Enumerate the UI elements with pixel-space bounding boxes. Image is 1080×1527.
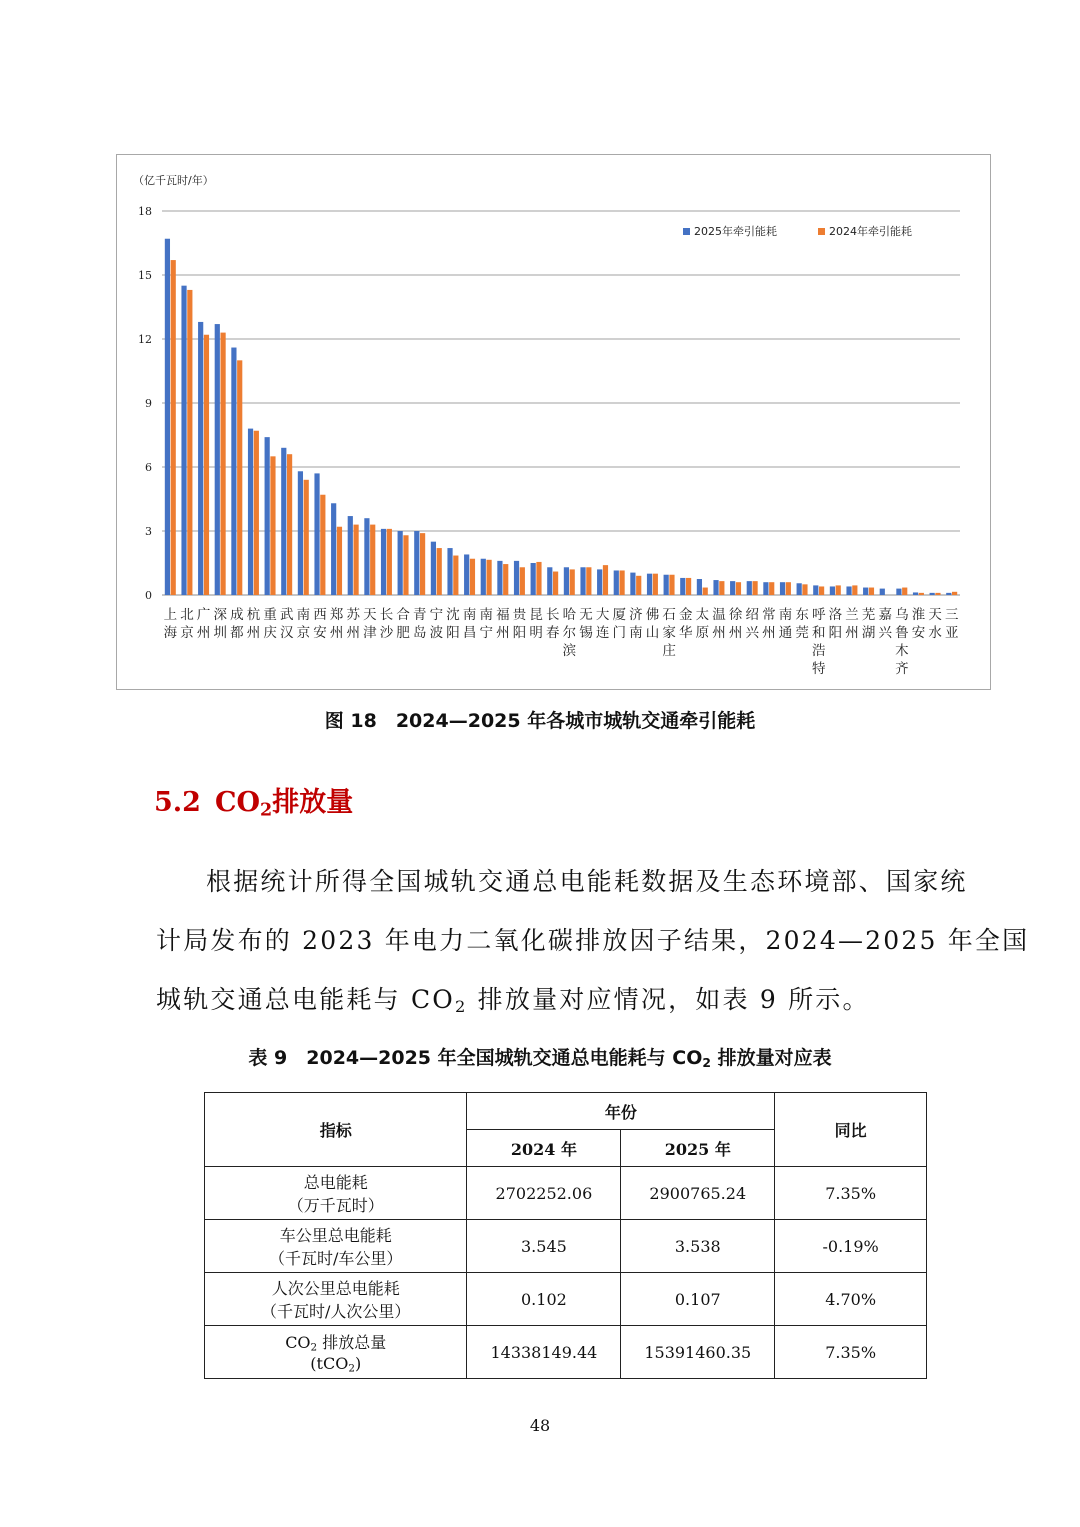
bar-2024 — [736, 582, 741, 595]
bar-2025 — [763, 582, 768, 595]
legend-swatch-1 — [818, 228, 825, 235]
bar-2024 — [353, 525, 358, 595]
cell-2024: 3.545 — [467, 1220, 621, 1273]
x-tick-label: 佛山 — [645, 607, 660, 641]
table-caption — [0, 1043, 1080, 1070]
bar-2024 — [387, 529, 392, 595]
bar-2025 — [215, 324, 220, 595]
bar-2024 — [520, 567, 525, 595]
x-tick-label: 郑州 — [329, 607, 344, 641]
bar-2024 — [486, 560, 491, 595]
bar-2025 — [580, 567, 585, 595]
x-tick-label: 天水 — [928, 607, 942, 641]
bar-2025 — [664, 575, 669, 595]
x-tick-label: 兰州 — [845, 607, 859, 641]
header-indicator: 指标 — [205, 1093, 467, 1167]
x-tick-label: 重庆 — [263, 607, 277, 641]
cell-2025: 2900765.24 — [621, 1167, 775, 1220]
x-tick-label: 金华 — [678, 607, 693, 641]
section-title-prefix: CO — [214, 787, 260, 818]
x-tick-label: 呼和浩特 — [811, 607, 826, 677]
bar-2025 — [896, 589, 901, 595]
cell-yoy: 4.70% — [775, 1273, 927, 1326]
bar-2025 — [547, 567, 552, 595]
bar-2025 — [813, 585, 818, 595]
x-tick-label: 武汉 — [279, 607, 294, 641]
x-tick-label: 昆明 — [529, 607, 543, 641]
cell-2025: 3.538 — [621, 1220, 775, 1273]
x-tick-label: 常州 — [762, 607, 776, 641]
paragraph-line-3-b: 排放量对应情况，如表 9 所示。 — [467, 985, 870, 1014]
bar-2024 — [869, 588, 874, 595]
x-tick-label: 贵阳 — [512, 607, 527, 641]
cell-2025: 15391460.35 — [621, 1326, 775, 1379]
indicator-name: 车公里总电能耗 — [279, 1226, 392, 1245]
x-tick-label: 温州 — [712, 607, 726, 641]
bar-2025 — [730, 581, 735, 595]
bar-2024 — [420, 533, 425, 595]
bar-2024 — [852, 585, 857, 595]
bar-2025 — [231, 348, 236, 595]
bar-2024 — [320, 495, 325, 595]
y-axis-unit: （亿千瓦时/年） — [133, 174, 214, 187]
bar-2024 — [453, 556, 458, 595]
x-tick-label: 东莞 — [795, 607, 809, 641]
bar-2025 — [830, 586, 835, 595]
bar-2024 — [802, 584, 807, 595]
bar-2025 — [797, 583, 802, 595]
legend-label-0: 2025年牵引能耗 — [694, 225, 777, 238]
cell-yoy: -0.19% — [775, 1220, 927, 1273]
y-tick-label: 6 — [145, 461, 152, 474]
x-tick-label: 南昌 — [462, 607, 477, 641]
bar-2024 — [536, 562, 541, 595]
y-tick-label: 9 — [145, 397, 152, 410]
bar-2024 — [653, 574, 658, 595]
cell-2025: 0.107 — [621, 1273, 775, 1326]
bar-2025 — [248, 429, 253, 595]
bar-2024 — [669, 575, 674, 595]
table-row — [205, 1273, 927, 1326]
x-tick-label: 沈阳 — [446, 607, 460, 641]
indicator-unit: （千瓦时/人次公里） — [261, 1302, 411, 1321]
bar-2025 — [481, 559, 486, 595]
bar-2025 — [165, 239, 170, 595]
x-tick-label: 南宁 — [479, 607, 493, 641]
x-tick-label: 青岛 — [412, 607, 427, 641]
paragraph-line-2: 计局发布的 2023 年电力二氧化碳排放因子结果，2024—2025 年全国 — [156, 926, 1030, 955]
x-tick-label: 济南 — [629, 607, 643, 641]
bar-2024 — [370, 525, 375, 595]
paragraph-line-3-sub: 2 — [454, 997, 468, 1017]
x-tick-label: 芜湖 — [861, 607, 876, 641]
bar-2025 — [414, 531, 419, 595]
bar-2025 — [597, 569, 602, 595]
y-tick-label: 0 — [145, 589, 152, 602]
indicator-unit: （万千瓦时） — [287, 1196, 384, 1215]
bar-2024 — [403, 535, 408, 595]
co2-label-a: CO — [285, 1332, 311, 1352]
x-tick-label: 淮安 — [911, 607, 926, 641]
table-caption-a: 表 9 2024—2025 年全国城轨交通总电能耗与 CO — [248, 1047, 703, 1069]
bar-2024 — [187, 290, 192, 595]
bar-2025 — [281, 448, 286, 595]
bar-2025 — [265, 437, 270, 595]
bar-2025 — [398, 531, 403, 595]
bar-2025 — [514, 561, 519, 595]
page-number: 48 — [529, 1416, 551, 1435]
co2-unit-b: ) — [354, 1353, 362, 1373]
y-tick-label: 18 — [138, 205, 152, 218]
bar-2024 — [836, 585, 841, 595]
cell-2024: 2702252.06 — [467, 1167, 621, 1220]
bar-2025 — [381, 529, 386, 595]
bar-2025 — [614, 570, 619, 595]
bar-2024 — [470, 559, 475, 595]
bar-2024 — [553, 572, 558, 595]
bar-2025 — [780, 582, 785, 595]
bar-2025 — [447, 548, 452, 595]
bar-2024 — [304, 480, 309, 595]
figure-caption: 图 18 2024—2025 年各城市城轨交通牵引能耗 — [324, 710, 756, 732]
x-tick-label: 宁波 — [429, 607, 444, 641]
co2-unit-sub: 2 — [348, 1362, 355, 1375]
bar-2024 — [570, 569, 575, 595]
bar-2024 — [171, 260, 176, 595]
x-tick-label: 杭州 — [246, 607, 261, 641]
header-2024: 2024 年 — [467, 1130, 621, 1167]
x-tick-label: 绍兴 — [745, 607, 759, 641]
bar-2024 — [586, 567, 591, 595]
indicator-unit — [205, 1354, 466, 1375]
row-indicator — [205, 1273, 467, 1326]
bar-2025 — [314, 473, 319, 595]
bar-2025 — [863, 588, 868, 595]
bar-2024 — [437, 548, 442, 595]
x-tick-label: 厦门 — [612, 607, 626, 641]
row-indicator — [205, 1220, 467, 1273]
bar-2025 — [348, 516, 353, 595]
table-row — [205, 1326, 927, 1379]
y-tick-label: 3 — [145, 525, 152, 538]
x-tick-label: 徐州 — [728, 607, 743, 641]
bar-2024 — [204, 335, 209, 595]
bar-2024 — [902, 588, 907, 595]
paragraph-line-3 — [156, 970, 978, 1036]
bar-2025 — [531, 563, 536, 595]
paragraph-line-1: 根据统计所得全国城轨交通总电能耗数据及生态环境部、国家统 — [206, 867, 968, 896]
bar-2025 — [747, 581, 752, 595]
bar-2024 — [254, 431, 259, 595]
x-tick-label: 天津 — [363, 607, 377, 641]
bar-2024 — [952, 592, 957, 595]
traction-energy-chart — [116, 154, 991, 690]
cell-yoy: 7.35% — [775, 1167, 927, 1220]
header-2025: 2025 年 — [621, 1130, 775, 1167]
x-tick-label: 长沙 — [379, 607, 394, 641]
bar-2024 — [237, 360, 242, 595]
bar-2024 — [686, 578, 691, 595]
bar-2024 — [752, 581, 757, 595]
bar-2024 — [337, 527, 342, 595]
indicator-name: 总电能耗 — [303, 1173, 368, 1192]
bar-2024 — [220, 333, 225, 595]
bar-2025 — [181, 286, 186, 595]
x-tick-label: 上海 — [163, 607, 178, 641]
cell-2024: 14338149.44 — [467, 1326, 621, 1379]
header-year: 年份 — [467, 1093, 775, 1130]
x-tick-label: 哈尔滨 — [562, 607, 577, 659]
bar-2025 — [364, 518, 369, 595]
bar-2024 — [270, 456, 275, 595]
bar-2024 — [819, 586, 824, 595]
bar-2025 — [647, 574, 652, 595]
bar-2025 — [497, 561, 502, 595]
x-tick-label: 嘉兴 — [878, 607, 892, 641]
legend-label-1: 2024年牵引能耗 — [829, 225, 912, 238]
indicator-unit: （千瓦时/车公里） — [269, 1249, 403, 1268]
co2-label-sub: 2 — [310, 1341, 318, 1354]
bar-2025 — [198, 322, 203, 595]
x-tick-label: 西安 — [313, 607, 327, 641]
x-tick-label: 福州 — [496, 607, 510, 641]
co2-unit-a: (tCO — [310, 1353, 349, 1373]
x-tick-label: 三亚 — [944, 607, 959, 641]
indicator-name — [205, 1330, 466, 1354]
legend-swatch-0 — [683, 228, 690, 235]
row-indicator — [205, 1326, 467, 1379]
body-paragraph — [156, 852, 1030, 1036]
section-number: 5.2 — [154, 787, 201, 818]
bar-2024 — [935, 593, 940, 595]
paragraph-line-3-a: 城轨交通总电能耗与 CO — [156, 985, 455, 1014]
x-tick-label: 南京 — [296, 607, 311, 641]
bar-2025 — [464, 554, 469, 595]
table-caption-b: 排放量对应表 — [710, 1047, 832, 1069]
x-tick-label: 无锡 — [579, 607, 593, 641]
bar-chart-svg — [117, 155, 992, 691]
x-tick-label: 洛阳 — [828, 607, 843, 641]
x-tick-label: 南通 — [778, 607, 793, 641]
bar-2024 — [786, 582, 791, 595]
cell-2024: 0.102 — [467, 1273, 621, 1326]
table-row — [205, 1220, 927, 1273]
x-tick-label: 大连 — [595, 607, 610, 641]
x-tick-label: 石家庄 — [662, 607, 676, 659]
bar-2025 — [680, 578, 685, 595]
bar-2025 — [564, 567, 569, 595]
bar-2025 — [930, 593, 935, 595]
bar-2025 — [946, 593, 951, 595]
x-tick-label: 太原 — [695, 607, 710, 641]
co2-label-b: 排放总量 — [317, 1332, 387, 1352]
table-row — [205, 1167, 927, 1220]
x-tick-label: 成都 — [230, 607, 244, 641]
bar-2024 — [719, 581, 724, 595]
x-tick-label: 深圳 — [213, 607, 227, 641]
bar-2025 — [331, 503, 336, 595]
x-tick-label: 合肥 — [396, 607, 410, 641]
bar-2025 — [431, 542, 436, 595]
bar-2024 — [603, 565, 608, 595]
bar-2025 — [913, 592, 918, 595]
cell-yoy: 7.35% — [775, 1326, 927, 1379]
x-tick-label: 乌鲁木齐 — [895, 607, 909, 677]
energy-co2-table — [204, 1092, 927, 1379]
header-yoy: 同比 — [775, 1093, 927, 1167]
x-tick-label: 广州 — [196, 607, 211, 641]
bar-2024 — [703, 588, 708, 595]
x-tick-label: 苏州 — [346, 607, 360, 641]
bar-2024 — [619, 570, 624, 595]
row-indicator — [205, 1167, 467, 1220]
y-tick-label: 15 — [138, 269, 152, 282]
section-heading — [154, 780, 353, 820]
table-caption-sub: 2 — [702, 1056, 711, 1071]
bar-2024 — [503, 564, 508, 595]
section-title-suffix: 排放量 — [272, 787, 354, 818]
x-tick-label: 北京 — [180, 607, 194, 641]
bar-2025 — [846, 586, 851, 595]
bar-2025 — [713, 580, 718, 595]
indicator-name: 人次公里总电能耗 — [271, 1279, 400, 1298]
bar-2024 — [636, 576, 641, 595]
y-tick-label: 12 — [138, 333, 152, 346]
bar-2025 — [697, 579, 702, 595]
bar-2025 — [630, 573, 635, 595]
bar-2024 — [287, 454, 292, 595]
x-tick-label: 长春 — [545, 607, 560, 641]
section-title-sub: 2 — [260, 800, 273, 821]
bar-2025 — [880, 589, 885, 595]
bar-2025 — [298, 471, 303, 595]
bar-2024 — [919, 593, 924, 595]
bar-2024 — [769, 582, 774, 595]
